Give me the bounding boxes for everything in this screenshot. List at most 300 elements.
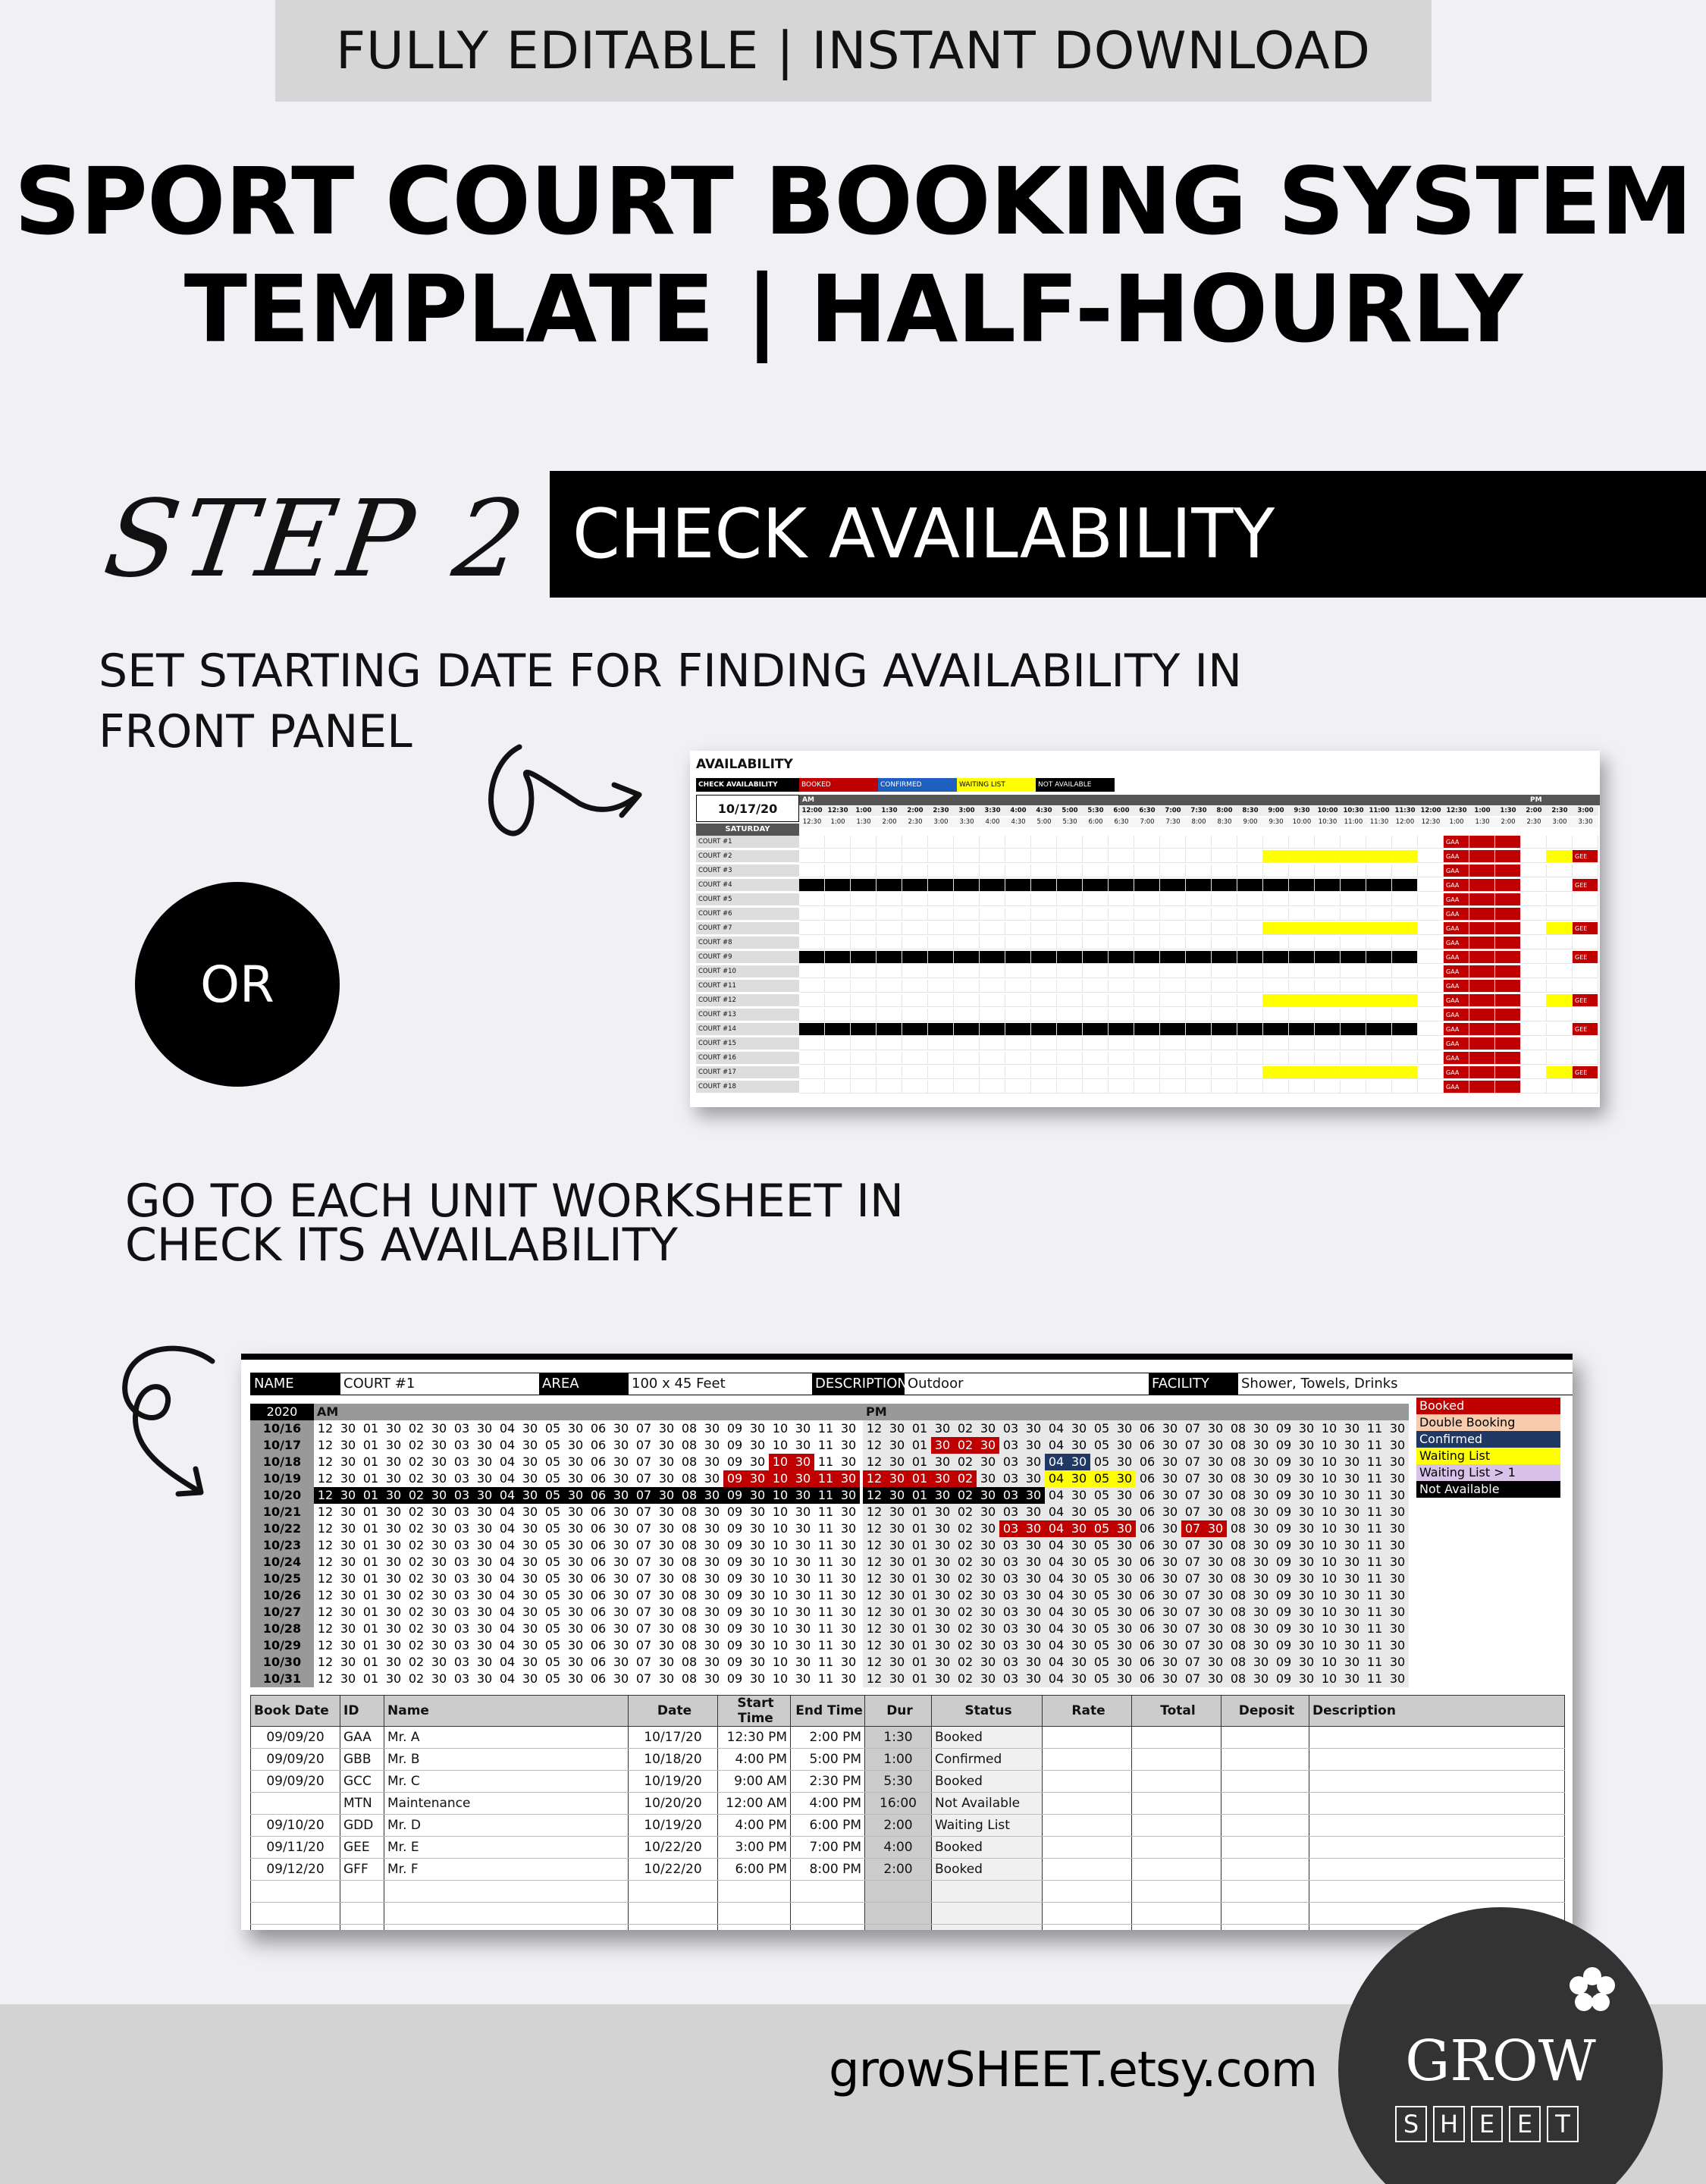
time-slot-cell[interactable]: 30 [613, 1555, 629, 1569]
time-slot-cell[interactable]: 30 [340, 1471, 356, 1486]
cell-empty[interactable] [1309, 1749, 1565, 1771]
time-slot-cell[interactable]: 08 [1230, 1655, 1247, 1669]
cell-end[interactable]: 2:00 PM [791, 1727, 865, 1749]
time-slot-cell[interactable]: 30 [385, 1571, 402, 1586]
time-slot-cell[interactable]: 10 [772, 1571, 789, 1586]
cell-date[interactable]: 10/22/20 [629, 1837, 718, 1859]
time-slot-cell[interactable]: 07 [1184, 1571, 1201, 1586]
time-slot-cell[interactable]: 30 [522, 1538, 538, 1552]
time-slot-cell[interactable]: 30 [749, 1505, 766, 1519]
time-slot-cell[interactable]: 30 [1389, 1588, 1406, 1602]
time-slot-cell[interactable]: 09 [1275, 1655, 1292, 1669]
time-slot-cell[interactable]: 30 [1204, 1520, 1227, 1537]
time-slot-cell[interactable]: 30 [658, 1571, 675, 1586]
time-slot-cell[interactable]: 30 [385, 1655, 402, 1669]
time-slot-cell[interactable]: 30 [476, 1638, 493, 1652]
time-slot-cell[interactable]: 01 [911, 1438, 928, 1452]
table-row[interactable] [251, 1925, 1565, 1931]
time-slot-cell[interactable]: 05 [544, 1521, 561, 1536]
time-slot-cell[interactable]: 07 [1184, 1538, 1201, 1552]
time-slot-cell[interactable]: 30 [522, 1505, 538, 1519]
time-slot-cell[interactable]: 30 [749, 1538, 766, 1552]
time-slot-cell[interactable]: 30 [658, 1421, 675, 1436]
time-slot-cell[interactable]: 05 [541, 1487, 564, 1504]
time-slot-cell[interactable]: 30 [934, 1555, 951, 1569]
time-slot-cell[interactable]: 30 [1162, 1555, 1178, 1569]
time-slot-cell[interactable]: 02 [408, 1638, 425, 1652]
time-slot-cell[interactable]: 09 [723, 1470, 746, 1487]
table-row[interactable] [251, 1837, 1565, 1859]
time-slot-cell[interactable]: 10 [772, 1588, 789, 1602]
time-slot-cell[interactable]: 30 [1344, 1521, 1360, 1536]
time-slot-cell[interactable]: 30 [1025, 1555, 1042, 1569]
time-slot-cell[interactable]: 04 [499, 1655, 516, 1669]
cell-empty[interactable] [1043, 1925, 1132, 1931]
time-slot-cell[interactable]: 04 [499, 1638, 516, 1652]
time-slot-cell[interactable]: 30 [840, 1588, 857, 1602]
time-slot-cell[interactable]: 30 [1025, 1638, 1042, 1652]
time-slot-cell[interactable]: 30 [567, 1505, 584, 1519]
time-slot-cell[interactable]: 30 [476, 1505, 493, 1519]
time-slot-cell[interactable]: 06 [1139, 1638, 1156, 1652]
time-slot-cell[interactable]: 30 [340, 1538, 356, 1552]
time-slot-cell[interactable]: 30 [567, 1621, 584, 1636]
time-slot-cell[interactable]: 30 [1025, 1538, 1042, 1552]
time-slot-cell[interactable]: 30 [476, 1471, 493, 1486]
time-slot-cell[interactable]: 12 [317, 1521, 334, 1536]
time-slot-cell[interactable]: 30 [522, 1671, 538, 1686]
time-slot-cell[interactable]: 08 [681, 1521, 698, 1536]
cell-empty[interactable] [1309, 1837, 1565, 1859]
cell-empty[interactable] [1132, 1925, 1221, 1931]
time-slot-cell[interactable]: 30 [704, 1555, 720, 1569]
cell-empty[interactable] [1221, 1727, 1309, 1749]
time-slot-cell[interactable]: 04 [1048, 1655, 1065, 1669]
time-slot-cell[interactable]: 02 [954, 1437, 977, 1454]
area-value[interactable]: 100 x 45 Feet [632, 1376, 726, 1392]
time-slot-cell[interactable]: 11 [817, 1555, 834, 1569]
time-slot-cell[interactable]: 30 [749, 1454, 766, 1469]
time-slot-cell[interactable]: 30 [337, 1487, 359, 1504]
time-slot-cell[interactable]: 08 [681, 1655, 698, 1669]
cell-start[interactable]: 4:00 PM [718, 1815, 791, 1837]
time-slot-cell[interactable]: 30 [1253, 1638, 1269, 1652]
time-slot-cell[interactable]: 30 [1298, 1488, 1315, 1502]
time-slot-cell[interactable]: 02 [408, 1605, 425, 1619]
time-slot-cell[interactable]: 08 [1230, 1571, 1247, 1586]
time-slot-cell[interactable]: 30 [476, 1671, 493, 1686]
time-slot-cell[interactable]: 06 [1139, 1505, 1156, 1519]
time-slot-cell[interactable]: 30 [340, 1588, 356, 1602]
time-slot-cell[interactable]: 30 [340, 1605, 356, 1619]
time-slot-cell[interactable]: 30 [476, 1438, 493, 1452]
time-slot-cell[interactable]: 30 [889, 1454, 905, 1469]
time-slot-cell[interactable]: 30 [1344, 1571, 1360, 1586]
time-slot-cell[interactable]: 30 [934, 1671, 951, 1686]
time-slot-cell[interactable]: 11 [817, 1438, 834, 1452]
time-slot-cell[interactable]: 30 [749, 1621, 766, 1636]
cell-start[interactable]: 12:30 PM [718, 1727, 791, 1749]
time-slot-cell[interactable]: 30 [840, 1538, 857, 1552]
time-slot-cell[interactable]: 30 [934, 1605, 951, 1619]
time-slot-cell[interactable]: 01 [911, 1521, 928, 1536]
time-slot-cell[interactable]: 07 [1184, 1605, 1201, 1619]
time-slot-cell[interactable]: 01 [911, 1454, 928, 1469]
time-slot-cell[interactable]: 30 [655, 1487, 678, 1504]
time-slot-cell[interactable]: 06 [590, 1588, 607, 1602]
time-slot-cell[interactable]: 02 [954, 1487, 977, 1504]
time-slot-cell[interactable]: 30 [886, 1487, 908, 1504]
time-slot-cell[interactable]: 30 [567, 1438, 584, 1452]
time-slot-cell[interactable]: 30 [889, 1555, 905, 1569]
time-slot-cell[interactable]: 03 [453, 1471, 470, 1486]
time-slot-cell[interactable]: 30 [431, 1555, 447, 1569]
time-slot-cell[interactable]: 11 [1366, 1521, 1383, 1536]
time-slot-cell[interactable]: 06 [1139, 1438, 1156, 1452]
time-slot-cell[interactable]: 07 [635, 1555, 652, 1569]
time-slot-cell[interactable]: 30 [980, 1588, 996, 1602]
time-slot-cell[interactable]: 03 [1002, 1555, 1019, 1569]
time-slot-cell[interactable]: 10 [772, 1421, 789, 1436]
time-slot-cell[interactable]: 05 [1093, 1454, 1110, 1469]
time-slot-cell[interactable]: 30 [977, 1487, 999, 1504]
time-slot-cell[interactable]: 07 [1184, 1555, 1201, 1569]
cell-book-date[interactable]: 09/09/20 [251, 1749, 340, 1771]
cell-date[interactable] [629, 1881, 718, 1903]
time-slot-cell[interactable]: 11 [817, 1421, 834, 1436]
cell-empty[interactable] [1309, 1727, 1565, 1749]
time-slot-cell[interactable]: 06 [590, 1671, 607, 1686]
time-slot-cell[interactable]: 30 [431, 1438, 447, 1452]
time-slot-cell[interactable]: 07 [1184, 1488, 1201, 1502]
time-slot-cell[interactable]: 09 [1275, 1588, 1292, 1602]
time-slot-cell[interactable]: 30 [658, 1438, 675, 1452]
cell-name[interactable]: Maintenance [384, 1793, 629, 1815]
time-slot-cell[interactable]: 30 [1207, 1621, 1224, 1636]
cell-book-date[interactable] [251, 1793, 340, 1815]
time-slot-cell[interactable]: 30 [1116, 1454, 1133, 1469]
time-slot-cell[interactable]: 10 [772, 1638, 789, 1652]
time-slot-cell[interactable]: 12 [866, 1421, 883, 1436]
time-slot-cell[interactable]: 30 [1162, 1621, 1178, 1636]
cell-date[interactable] [629, 1925, 718, 1931]
cell-book-date[interactable] [251, 1925, 340, 1931]
time-slot-cell[interactable]: 30 [704, 1638, 720, 1652]
time-slot-cell[interactable]: 09 [1275, 1505, 1292, 1519]
time-slot-cell[interactable]: 30 [1207, 1421, 1224, 1436]
time-slot-cell[interactable]: 30 [1253, 1555, 1269, 1569]
time-slot-cell[interactable]: 30 [1162, 1521, 1178, 1536]
time-slot-cell[interactable]: 30 [792, 1487, 814, 1504]
time-slot-cell[interactable]: 30 [1025, 1421, 1042, 1436]
time-slot-cell[interactable]: 11 [1366, 1505, 1383, 1519]
time-slot-cell[interactable]: 30 [1162, 1438, 1178, 1452]
time-slot-cell[interactable]: 06 [1139, 1488, 1156, 1502]
time-slot-cell[interactable]: 30 [840, 1505, 857, 1519]
time-slot-cell[interactable]: 30 [795, 1521, 811, 1536]
time-slot-cell[interactable]: 30 [934, 1655, 951, 1669]
time-slot-cell[interactable]: 30 [476, 1605, 493, 1619]
time-slot-cell[interactable]: 30 [613, 1471, 629, 1486]
time-slot-cell[interactable]: 12 [866, 1454, 883, 1469]
time-slot-cell[interactable]: 30 [1389, 1471, 1406, 1486]
time-slot-cell[interactable]: 02 [408, 1521, 425, 1536]
time-slot-cell[interactable]: 30 [613, 1621, 629, 1636]
time-slot-cell[interactable]: 30 [1071, 1421, 1087, 1436]
time-slot-cell[interactable]: 08 [681, 1438, 698, 1452]
time-slot-cell[interactable]: 04 [1048, 1605, 1065, 1619]
cell-dur[interactable]: 2:00 [865, 1815, 932, 1837]
time-slot-cell[interactable]: 30 [749, 1605, 766, 1619]
time-slot-cell[interactable]: 10 [1321, 1538, 1338, 1552]
time-slot-cell[interactable]: 30 [1162, 1588, 1178, 1602]
time-slot-cell[interactable]: 30 [522, 1605, 538, 1619]
time-slot-cell[interactable]: 30 [613, 1521, 629, 1536]
time-slot-cell[interactable]: 30 [1207, 1488, 1224, 1502]
time-slot-cell[interactable]: 09 [726, 1621, 743, 1636]
time-slot-cell[interactable]: 04 [499, 1588, 516, 1602]
time-slot-cell[interactable]: 30 [931, 1487, 954, 1504]
time-slot-cell[interactable]: 09 [726, 1454, 743, 1469]
time-slot-cell[interactable]: 01 [362, 1538, 379, 1552]
time-slot-cell[interactable]: 09 [1275, 1421, 1292, 1436]
time-slot-cell[interactable]: 30 [1298, 1454, 1315, 1469]
time-slot-cell[interactable]: 30 [613, 1571, 629, 1586]
description-value[interactable]: Outdoor [908, 1376, 964, 1392]
time-slot-cell[interactable]: 04 [1048, 1621, 1065, 1636]
time-slot-cell[interactable]: 02 [957, 1421, 974, 1436]
time-slot-cell[interactable]: 09 [1275, 1521, 1292, 1536]
time-slot-cell[interactable]: 11 [1366, 1621, 1383, 1636]
time-slot-cell[interactable]: 03 [453, 1621, 470, 1636]
time-slot-cell[interactable]: 06 [590, 1605, 607, 1619]
time-slot-cell[interactable]: 04 [1048, 1671, 1065, 1686]
time-slot-cell[interactable]: 10 [1321, 1488, 1338, 1502]
time-slot-cell[interactable]: 05 [1093, 1488, 1110, 1502]
time-slot-cell[interactable]: 30 [658, 1638, 675, 1652]
time-slot-cell[interactable]: 30 [1116, 1538, 1133, 1552]
time-slot-cell[interactable]: 30 [1207, 1471, 1224, 1486]
time-slot-cell[interactable]: 30 [1207, 1671, 1224, 1686]
time-slot-cell[interactable]: 01 [362, 1454, 379, 1469]
time-slot-cell[interactable]: 11 [1366, 1538, 1383, 1552]
time-slot-cell[interactable]: 12 [317, 1471, 334, 1486]
time-slot-cell[interactable]: 05 [544, 1638, 561, 1652]
time-slot-cell[interactable]: 30 [385, 1505, 402, 1519]
time-slot-cell[interactable]: 01 [362, 1421, 379, 1436]
time-slot-cell[interactable]: 30 [749, 1421, 766, 1436]
time-slot-cell[interactable]: 09 [726, 1571, 743, 1586]
time-slot-cell[interactable]: 30 [1298, 1438, 1315, 1452]
time-slot-cell[interactable]: 10 [1321, 1621, 1338, 1636]
table-row[interactable] [251, 1793, 1565, 1815]
time-slot-cell[interactable]: 30 [749, 1571, 766, 1586]
time-slot-cell[interactable]: 04 [1048, 1438, 1065, 1452]
time-slot-cell[interactable]: 02 [408, 1655, 425, 1669]
time-slot-cell[interactable]: 30 [1344, 1505, 1360, 1519]
time-slot-cell[interactable]: 30 [1068, 1454, 1090, 1470]
cell-dur[interactable]: 1:30 [865, 1727, 932, 1749]
time-slot-cell[interactable]: 05 [1093, 1655, 1110, 1669]
time-slot-cell[interactable]: 30 [1025, 1655, 1042, 1669]
time-slot-cell[interactable]: 03 [1002, 1571, 1019, 1586]
time-slot-cell[interactable]: 07 [1184, 1621, 1201, 1636]
cell-book-date[interactable] [251, 1881, 340, 1903]
time-slot-cell[interactable]: 30 [385, 1588, 402, 1602]
time-slot-cell[interactable]: 30 [522, 1571, 538, 1586]
time-slot-cell[interactable]: 30 [567, 1671, 584, 1686]
time-slot-cell[interactable]: 09 [1275, 1471, 1292, 1486]
time-slot-cell[interactable]: 30 [1071, 1571, 1087, 1586]
time-slot-cell[interactable]: 06 [1139, 1521, 1156, 1536]
time-slot-cell[interactable]: 30 [749, 1521, 766, 1536]
time-slot-cell[interactable]: 11 [1366, 1555, 1383, 1569]
time-slot-cell[interactable]: 30 [840, 1571, 857, 1586]
time-slot-cell[interactable]: 07 [635, 1638, 652, 1652]
cell-name[interactable]: Mr. A [384, 1727, 629, 1749]
time-slot-cell[interactable]: 30 [1071, 1555, 1087, 1569]
time-slot-cell[interactable]: 30 [795, 1588, 811, 1602]
cell-status[interactable]: Booked [932, 1727, 1043, 1749]
time-slot-cell[interactable]: 11 [1366, 1605, 1383, 1619]
time-slot-cell[interactable]: 30 [1162, 1638, 1178, 1652]
cell-empty[interactable] [1221, 1925, 1309, 1931]
time-slot-cell[interactable]: 30 [704, 1571, 720, 1586]
time-slot-cell[interactable]: 30 [704, 1671, 720, 1686]
time-slot-cell[interactable]: 30 [704, 1605, 720, 1619]
time-slot-cell[interactable]: 10 [1321, 1521, 1338, 1536]
time-slot-cell[interactable]: 03 [1002, 1621, 1019, 1636]
time-slot-cell[interactable]: 30 [795, 1655, 811, 1669]
time-slot-cell[interactable]: 02 [408, 1621, 425, 1636]
time-slot-cell[interactable]: 12 [866, 1605, 883, 1619]
time-slot-cell[interactable]: 06 [590, 1454, 607, 1469]
time-slot-cell[interactable]: 05 [544, 1605, 561, 1619]
time-slot-cell[interactable]: 10 [1321, 1505, 1338, 1519]
time-slot-cell[interactable]: 30 [934, 1588, 951, 1602]
cell-name[interactable] [384, 1925, 629, 1931]
time-slot-cell[interactable]: 30 [1389, 1505, 1406, 1519]
time-slot-cell[interactable]: 02 [957, 1621, 974, 1636]
time-slot-cell[interactable]: 05 [1093, 1588, 1110, 1602]
time-slot-cell[interactable]: 30 [701, 1487, 723, 1504]
time-slot-cell[interactable]: 05 [544, 1571, 561, 1586]
time-slot-cell[interactable]: 06 [590, 1538, 607, 1552]
cell-date[interactable] [629, 1903, 718, 1925]
time-slot-cell[interactable]: 05 [1093, 1621, 1110, 1636]
time-slot-cell[interactable]: 06 [590, 1655, 607, 1669]
time-slot-cell[interactable]: 30 [431, 1521, 447, 1536]
time-slot-cell[interactable]: 30 [1298, 1571, 1315, 1586]
time-slot-cell[interactable]: 30 [1389, 1488, 1406, 1502]
cell-start[interactable]: 9:00 AM [718, 1771, 791, 1793]
cell-end[interactable] [791, 1903, 865, 1925]
time-slot-cell[interactable]: 03 [1002, 1438, 1019, 1452]
time-slot-cell[interactable]: 30 [837, 1470, 860, 1487]
time-slot-cell[interactable]: 30 [749, 1671, 766, 1686]
time-slot-cell[interactable]: 30 [567, 1538, 584, 1552]
time-slot-cell[interactable]: 12 [866, 1655, 883, 1669]
time-slot-cell[interactable]: 03 [1002, 1421, 1019, 1436]
time-slot-cell[interactable]: 30 [1162, 1571, 1178, 1586]
time-slot-cell[interactable]: 30 [746, 1487, 769, 1504]
time-slot-cell[interactable]: 07 [635, 1605, 652, 1619]
time-slot-cell[interactable]: 30 [476, 1521, 493, 1536]
cell-id[interactable] [340, 1903, 384, 1925]
time-slot-cell[interactable]: 30 [476, 1538, 493, 1552]
time-slot-cell[interactable]: 30 [980, 1555, 996, 1569]
time-slot-cell[interactable]: 04 [496, 1487, 519, 1504]
time-slot-cell[interactable]: 30 [1344, 1621, 1360, 1636]
table-row[interactable] [251, 1859, 1565, 1881]
time-slot-cell[interactable]: 30 [1389, 1438, 1406, 1452]
time-slot-cell[interactable]: 30 [613, 1671, 629, 1686]
time-slot-cell[interactable]: 30 [658, 1538, 675, 1552]
cell-id[interactable]: GFF [340, 1859, 384, 1881]
time-slot-cell[interactable]: 11 [1366, 1638, 1383, 1652]
time-slot-cell[interactable]: 30 [385, 1454, 402, 1469]
time-slot-cell[interactable]: 03 [453, 1555, 470, 1569]
time-slot-cell[interactable]: 30 [840, 1421, 857, 1436]
time-slot-cell[interactable]: 09 [1275, 1538, 1292, 1552]
cell-book-date[interactable]: 09/09/20 [251, 1771, 340, 1793]
cell-status[interactable] [932, 1925, 1043, 1931]
time-slot-cell[interactable]: 30 [1344, 1471, 1360, 1486]
time-slot-cell[interactable]: 10 [1321, 1588, 1338, 1602]
time-slot-cell[interactable]: 30 [1022, 1520, 1045, 1537]
time-slot-cell[interactable]: 30 [889, 1655, 905, 1669]
time-slot-cell[interactable]: 01 [911, 1505, 928, 1519]
time-slot-cell[interactable]: 30 [476, 1454, 493, 1469]
time-slot-cell[interactable]: 30 [431, 1471, 447, 1486]
time-slot-cell[interactable]: 08 [681, 1638, 698, 1652]
cell-empty[interactable] [1043, 1727, 1132, 1749]
cell-empty[interactable] [1043, 1793, 1132, 1815]
time-slot-cell[interactable]: 09 [726, 1421, 743, 1436]
time-slot-cell[interactable]: 30 [840, 1454, 857, 1469]
time-slot-cell[interactable]: 30 [1116, 1421, 1133, 1436]
time-slot-cell[interactable]: 06 [1139, 1588, 1156, 1602]
time-slot-cell[interactable]: 02 [957, 1555, 974, 1569]
time-slot-cell[interactable]: 07 [1184, 1505, 1201, 1519]
time-slot-cell[interactable]: 30 [658, 1471, 675, 1486]
time-slot-cell[interactable]: 30 [934, 1571, 951, 1586]
time-slot-cell[interactable]: 30 [840, 1671, 857, 1686]
time-slot-cell[interactable]: 02 [957, 1671, 974, 1686]
time-slot-cell[interactable]: 05 [1093, 1438, 1110, 1452]
time-slot-cell[interactable]: 30 [1025, 1471, 1042, 1486]
time-slot-cell[interactable]: 30 [1025, 1505, 1042, 1519]
cell-name[interactable] [384, 1881, 629, 1903]
time-slot-cell[interactable]: 10 [772, 1605, 789, 1619]
time-slot-cell[interactable]: 30 [431, 1621, 447, 1636]
time-slot-cell[interactable]: 07 [635, 1521, 652, 1536]
time-slot-cell[interactable]: 12 [317, 1605, 334, 1619]
time-slot-cell[interactable]: 11 [1366, 1471, 1383, 1486]
time-slot-cell[interactable]: 06 [1139, 1621, 1156, 1636]
time-slot-cell[interactable]: 30 [1025, 1454, 1042, 1469]
time-slot-cell[interactable]: 12 [314, 1487, 337, 1504]
time-slot-cell[interactable]: 06 [1139, 1421, 1156, 1436]
time-slot-cell[interactable]: 12 [863, 1470, 886, 1487]
cell-empty[interactable] [1043, 1903, 1132, 1925]
time-slot-cell[interactable]: 30 [522, 1655, 538, 1669]
time-slot-cell[interactable]: 30 [931, 1437, 954, 1454]
time-slot-cell[interactable]: 06 [590, 1555, 607, 1569]
time-slot-cell[interactable]: 30 [1298, 1555, 1315, 1569]
time-slot-cell[interactable]: 30 [934, 1621, 951, 1636]
time-slot-cell[interactable]: 30 [1116, 1588, 1133, 1602]
